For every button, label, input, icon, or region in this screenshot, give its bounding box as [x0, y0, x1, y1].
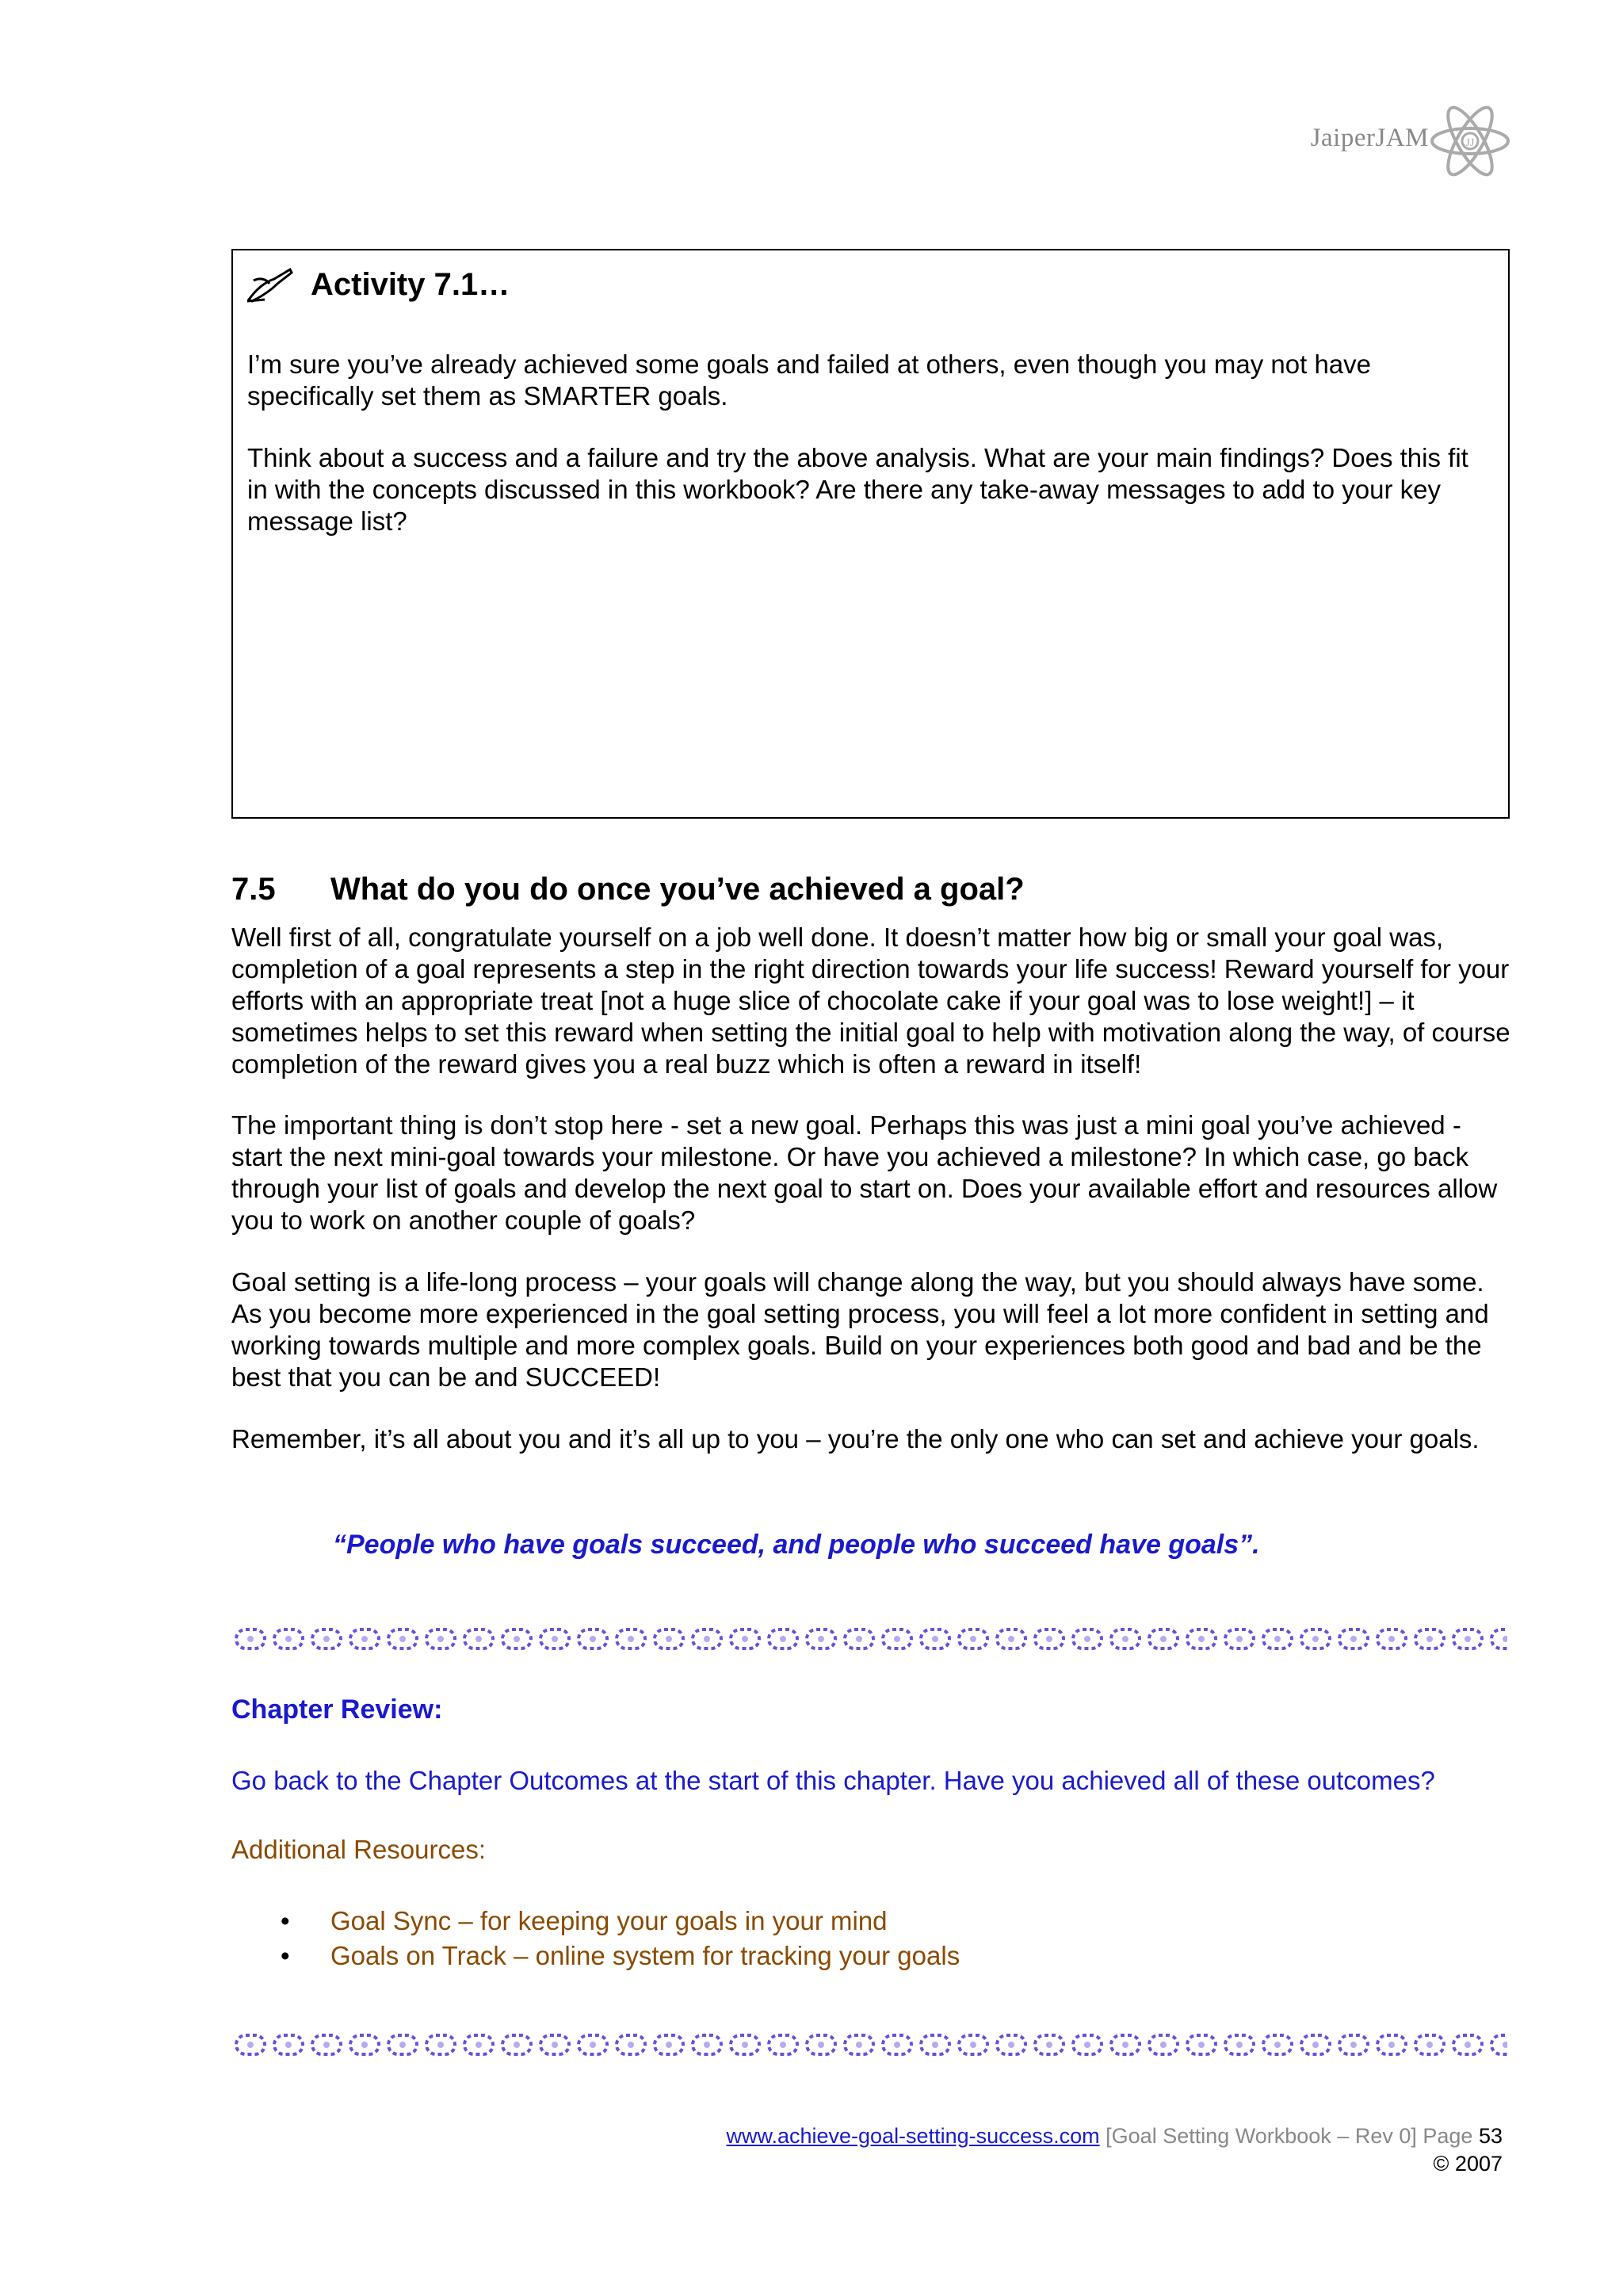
resource-item[interactable]: • Goals on Track – online system for tracking your goals — [231, 1939, 960, 1973]
section-title: What do you do once you’ve achieved a goal? — [330, 872, 1025, 907]
section-paragraph: The important thing is don’t stop here - set a new goal. Perhaps this was just a mini goal you’ve achieved - start the next mini-goal towards your milestone. Or have you achieved a milestone? In which case, go back through your list of goals and develop the next goal to start on. Does your available effort and resources allow you to work on another couple of goals? — [231, 1110, 1498, 1235]
section-paragraph: Goal setting is a life-long process – your goals will change along the way, but you should always have some. As you become more experienced in the goal setting process, you will feel a lot more confident in setting and working towards multiple and more complex goals. Build on your experiences both good and bad and be the best that you can be and SUCCEED! — [231, 1267, 1489, 1392]
page-number: 53 — [1478, 2124, 1503, 2148]
copyright: © 2007 — [1433, 2152, 1503, 2176]
writing-hand-icon — [246, 265, 295, 304]
additional-resources-heading: Additional Resources: — [231, 1835, 487, 1864]
atom-icon — [1426, 103, 1514, 182]
resources-list — [231, 1904, 960, 1973]
website-link[interactable]: www.achieve-goal-setting-success.com — [726, 2124, 1100, 2148]
decorative-divider — [231, 1623, 1507, 1655]
chapter-review-heading: Chapter Review: — [231, 1694, 443, 1725]
section-number: 7.5 — [231, 872, 276, 907]
page-label: Page — [1423, 2124, 1473, 2148]
activity-paragraph: Think about a success and a failure and try the above analysis. What are your main findings? Does this fit in with the concepts discussed in this workbook? Are there any take-away messages to add to your key message list? — [247, 443, 1468, 536]
section-paragraph: Remember, it’s all about you and it’s all up to you – you’re the only one who can set and achieve your goals. — [231, 1424, 1480, 1454]
decorative-divider — [231, 2029, 1507, 2061]
activity-paragraph: I’m sure you’ve already achieved some goals and failed at others, even though you may not have specifically set them as SMARTER goals. — [247, 350, 1372, 411]
chapter-review-text: Go back to the Chapter Outcomes at the start of this chapter. Have you achieved all of these outcomes? — [231, 1766, 1435, 1795]
activity-title-text: Activity 7.1… — [311, 266, 510, 302]
logo-text: JaiperJAM — [1310, 124, 1429, 152]
document-reference: [Goal Setting Workbook – Rev 0] — [1106, 2124, 1417, 2148]
activity-title — [246, 265, 510, 304]
section-paragraph: Well first of all, congratulate yourself on a job well done. It doesn’t matter how big or small your goal was, completion of a goal represents a step in the right direction towards your life success! Reward yourself for your efforts with an appropriate treat [not a huge slice of chocolate cake if your goal was to lose weight!] – it sometimes helps to set this reward when setting the initial goal to help with motivation along the way, of course completion of the reward gives you a real buzz which is often a reward in itself! — [231, 923, 1510, 1079]
resource-item[interactable]: • Goal Sync – for keeping your goals in your mind — [231, 1904, 960, 1939]
quote: “People who have goals succeed, and people who succeed have goals”. — [333, 1530, 1260, 1560]
footer — [726, 2124, 1503, 2149]
svg-text:JJ: JJ — [1465, 137, 1475, 149]
